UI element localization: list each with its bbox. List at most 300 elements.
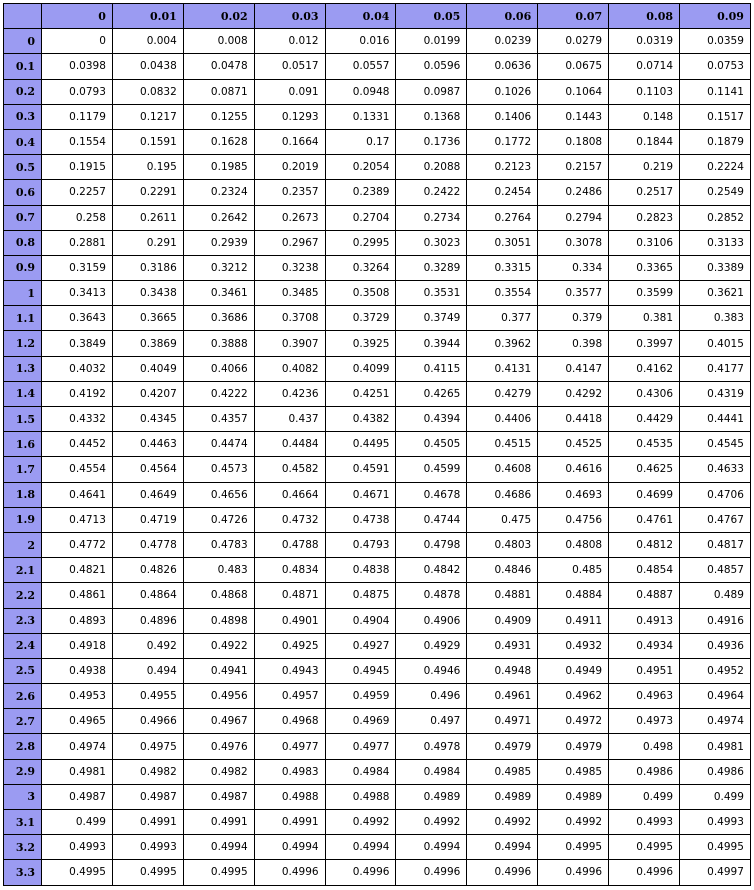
table-cell: 0.4319 [680,381,751,406]
table-cell: 0.4693 [538,482,609,507]
table-cell: 0.3051 [467,230,538,255]
table-cell: 0.3508 [325,281,396,306]
table-cell: 0.4131 [467,356,538,381]
table-cell: 0.2704 [325,205,396,230]
table-cell: 0.2454 [467,180,538,205]
table-cell: 0.4871 [254,583,325,608]
table-cell: 0.4357 [183,407,254,432]
table-cell: 0.3665 [112,306,183,331]
table-cell: 0.3554 [467,281,538,306]
table-cell: 0.4564 [112,457,183,482]
table-row [4,709,751,734]
table-cell: 0.3531 [396,281,467,306]
table-cell: 0.4767 [680,507,751,532]
table-cell: 0.1026 [467,79,538,104]
table-cell: 0.4842 [396,558,467,583]
table-cell: 0.4099 [325,356,396,381]
row-header: 2.7 [4,709,42,734]
table-cell: 0.4991 [254,810,325,835]
table-cell: 0.4985 [467,759,538,784]
table-cell: 0.489 [680,583,751,608]
table-cell: 0.4948 [467,658,538,683]
table-row [4,306,751,331]
table-cell: 0.2673 [254,205,325,230]
table-cell: 0.3186 [112,255,183,280]
table-row [4,281,751,306]
table-cell: 0.0478 [183,54,254,79]
table-cell: 0.2486 [538,180,609,205]
table-cell: 0.4994 [254,835,325,860]
table-cell: 0.4916 [680,608,751,633]
table-cell: 0.4911 [538,608,609,633]
row-header: 1 [4,281,42,306]
table-cell: 0.148 [609,104,680,129]
table-cell: 0.4625 [609,457,680,482]
table-cell: 0.4744 [396,507,467,532]
table-cell: 0.4896 [112,608,183,633]
table-cell: 0.4846 [467,558,538,583]
table-cell: 0.3925 [325,331,396,356]
table-cell: 0.3643 [42,306,113,331]
table-cell: 0.1517 [680,104,751,129]
table-cell: 0.4953 [42,684,113,709]
table-cell: 0.3438 [112,281,183,306]
table-cell: 0.0199 [396,29,467,54]
table-cell: 0.0517 [254,54,325,79]
table-cell: 0.4969 [325,709,396,734]
table-row [4,457,751,482]
table-cell: 0.4995 [680,835,751,860]
row-header: 3.2 [4,835,42,860]
table-cell: 0.2939 [183,230,254,255]
table-cell: 0.4996 [609,860,680,885]
table-cell: 0.1915 [42,155,113,180]
table-cell: 0.3023 [396,230,467,255]
table-cell: 0.4913 [609,608,680,633]
table-cell: 0.4989 [396,784,467,809]
table-cell: 0.4887 [609,583,680,608]
row-header: 1.7 [4,457,42,482]
table-cell: 0.383 [680,306,751,331]
table-cell: 0.4994 [467,835,538,860]
table-cell: 0.0714 [609,54,680,79]
table-cell: 0.4726 [183,507,254,532]
table-cell: 0.4992 [538,810,609,835]
table-cell: 0.4535 [609,432,680,457]
table-cell: 0.3133 [680,230,751,255]
table-cell: 0.4207 [112,381,183,406]
table-cell: 0.4901 [254,608,325,633]
table-cell: 0.4864 [112,583,183,608]
table-cell: 0.4699 [609,482,680,507]
table-cell: 0.4713 [42,507,113,532]
table-row [4,407,751,432]
table-cell: 0.4943 [254,658,325,683]
table-cell: 0.3599 [609,281,680,306]
table-cell: 0.4032 [42,356,113,381]
row-header: 0.6 [4,180,42,205]
table-cell: 0.0636 [467,54,538,79]
table-cell: 0.4418 [538,407,609,432]
table-cell: 0.4898 [183,608,254,633]
table-cell: 0.4977 [325,734,396,759]
row-header: 2.5 [4,658,42,683]
table-cell: 0.0832 [112,79,183,104]
table-cell: 0.4941 [183,658,254,683]
table-cell: 0.4993 [609,810,680,835]
row-header: 0.7 [4,205,42,230]
table-cell: 0.4996 [467,860,538,885]
table-cell: 0.4979 [467,734,538,759]
table-cell: 0.4918 [42,633,113,658]
table-cell: 0.4798 [396,532,467,557]
table-cell: 0.4306 [609,381,680,406]
table-cell: 0.4988 [254,784,325,809]
table-cell: 0.4976 [183,734,254,759]
table-cell: 0.4345 [112,407,183,432]
table-cell: 0.0596 [396,54,467,79]
table-cell: 0.4582 [254,457,325,482]
row-header: 2.4 [4,633,42,658]
table-cell: 0.2054 [325,155,396,180]
table-cell: 0.4993 [42,835,113,860]
row-header: 2.1 [4,558,42,583]
table-cell: 0.1736 [396,129,467,154]
z-table [3,3,751,886]
row-header: 3.1 [4,810,42,835]
table-row [4,784,751,809]
table-cell: 0.0279 [538,29,609,54]
table-row [4,381,751,406]
table-cell: 0.1591 [112,129,183,154]
table-cell: 0.3888 [183,331,254,356]
table-cell: 0.4995 [42,860,113,885]
table-cell: 0.4964 [680,684,751,709]
table-cell: 0.2611 [112,205,183,230]
table-cell: 0.4984 [396,759,467,784]
table-cell: 0.4931 [467,633,538,658]
table-cell: 0.219 [609,155,680,180]
column-header: 0.09 [680,4,751,29]
table-cell: 0.1103 [609,79,680,104]
column-header: 0.06 [467,4,538,29]
table-cell: 0.4946 [396,658,467,683]
table-cell: 0.1844 [609,129,680,154]
table-cell: 0.4573 [183,457,254,482]
table-cell: 0.291 [112,230,183,255]
table-cell: 0.4441 [680,407,751,432]
table-cell: 0.4738 [325,507,396,532]
table-cell: 0.2794 [538,205,609,230]
table-cell: 0.4641 [42,482,113,507]
table-cell: 0.004 [112,29,183,54]
row-header: 2 [4,532,42,557]
table-cell: 0.4861 [42,583,113,608]
table-cell: 0.1443 [538,104,609,129]
table-cell: 0.4991 [183,810,254,835]
table-cell: 0.4993 [680,810,751,835]
table-cell: 0.4222 [183,381,254,406]
table-cell: 0.3078 [538,230,609,255]
table-body [4,29,751,885]
table-cell: 0.498 [609,734,680,759]
table-cell: 0 [42,29,113,54]
table-cell: 0.1331 [325,104,396,129]
table-cell: 0.4463 [112,432,183,457]
table-cell: 0.4983 [254,759,325,784]
table-cell: 0.2642 [183,205,254,230]
table-cell: 0.195 [112,155,183,180]
table-cell: 0.4599 [396,457,467,482]
row-header: 3.3 [4,860,42,885]
table-cell: 0.2123 [467,155,538,180]
table-cell: 0.4949 [538,658,609,683]
table-cell: 0.3485 [254,281,325,306]
table-cell: 0.4406 [467,407,538,432]
table-row [4,532,751,557]
table-cell: 0.4992 [396,810,467,835]
row-header: 2.9 [4,759,42,784]
table-cell: 0.4986 [680,759,751,784]
table-cell: 0.4989 [467,784,538,809]
table-cell: 0.0871 [183,79,254,104]
table-cell: 0.4817 [680,532,751,557]
table-cell: 0.381 [609,306,680,331]
table-cell: 0.4778 [112,532,183,557]
row-header: 0.4 [4,129,42,154]
table-cell: 0.499 [609,784,680,809]
table-cell: 0.4772 [42,532,113,557]
table-cell: 0.4838 [325,558,396,583]
table-cell: 0.1985 [183,155,254,180]
table-cell: 0.1808 [538,129,609,154]
table-row [4,155,751,180]
table-cell: 0.497 [396,709,467,734]
table-cell: 0.4854 [609,558,680,583]
table-cell: 0.4962 [538,684,609,709]
table-cell: 0.4925 [254,633,325,658]
table-cell: 0.4995 [609,835,680,860]
table-cell: 0.4996 [538,860,609,885]
table-cell: 0.4968 [254,709,325,734]
row-header: 2.2 [4,583,42,608]
table-cell: 0.3729 [325,306,396,331]
table-cell: 0.4671 [325,482,396,507]
table-cell: 0.016 [325,29,396,54]
row-header: 1.4 [4,381,42,406]
table-row [4,658,751,683]
table-cell: 0.4649 [112,482,183,507]
table-cell: 0.2157 [538,155,609,180]
table-cell: 0.4995 [183,860,254,885]
table-cell: 0.4994 [325,835,396,860]
table-cell: 0.4978 [396,734,467,759]
table-cell: 0.4719 [112,507,183,532]
table-cell: 0.4952 [680,658,751,683]
row-header: 1.1 [4,306,42,331]
table-cell: 0.4788 [254,532,325,557]
table-cell: 0.4987 [183,784,254,809]
table-cell: 0.1554 [42,129,113,154]
table-cell: 0.4906 [396,608,467,633]
table-cell: 0.4162 [609,356,680,381]
table-cell: 0.4987 [42,784,113,809]
table-row [4,860,751,885]
header-row [4,4,751,29]
table-cell: 0.496 [396,684,467,709]
table-cell: 0.4981 [680,734,751,759]
table-cell: 0.2517 [609,180,680,205]
table-cell: 0.3413 [42,281,113,306]
table-cell: 0.4991 [112,810,183,835]
table-cell: 0.4927 [325,633,396,658]
row-header: 1.2 [4,331,42,356]
table-cell: 0.4984 [325,759,396,784]
row-header: 0.1 [4,54,42,79]
table-cell: 0.2549 [680,180,751,205]
table-cell: 0.3238 [254,255,325,280]
table-cell: 0.3708 [254,306,325,331]
table-cell: 0.3461 [183,281,254,306]
table-cell: 0.3289 [396,255,467,280]
table-cell: 0.4945 [325,658,396,683]
table-cell: 0.0398 [42,54,113,79]
table-cell: 0.483 [183,558,254,583]
table-cell: 0.4664 [254,482,325,507]
column-header: 0.04 [325,4,396,29]
row-header: 1.8 [4,482,42,507]
table-cell: 0.3315 [467,255,538,280]
table-cell: 0.4115 [396,356,467,381]
table-cell: 0.2823 [609,205,680,230]
table-cell: 0.4982 [183,759,254,784]
table-cell: 0.4972 [538,709,609,734]
table-cell: 0.499 [680,784,751,809]
table-cell: 0.437 [254,407,325,432]
table-cell: 0.4904 [325,608,396,633]
table-cell: 0.4857 [680,558,751,583]
table-cell: 0.4616 [538,457,609,482]
table-cell: 0.091 [254,79,325,104]
table-cell: 0.258 [42,205,113,230]
table-row [4,684,751,709]
table-cell: 0.0557 [325,54,396,79]
table-row [4,205,751,230]
table-row [4,633,751,658]
table-cell: 0.4932 [538,633,609,658]
table-cell: 0.1217 [112,104,183,129]
row-header: 1.9 [4,507,42,532]
table-cell: 0.1255 [183,104,254,129]
table-cell: 0.4049 [112,356,183,381]
table-cell: 0.4608 [467,457,538,482]
table-cell: 0.4996 [396,860,467,885]
table-cell: 0.4878 [396,583,467,608]
table-cell: 0.3106 [609,230,680,255]
table-cell: 0.4974 [680,709,751,734]
table-cell: 0.492 [112,633,183,658]
table-row [4,734,751,759]
table-row [4,835,751,860]
table-cell: 0.4982 [112,759,183,784]
table-cell: 0.4966 [112,709,183,734]
column-header: 0.07 [538,4,609,29]
column-header: 0.05 [396,4,467,29]
table-cell: 0.3907 [254,331,325,356]
table-row [4,759,751,784]
table-cell: 0.4961 [467,684,538,709]
table-cell: 0.4706 [680,482,751,507]
row-header: 2.6 [4,684,42,709]
table-cell: 0.1179 [42,104,113,129]
table-cell: 0.4985 [538,759,609,784]
table-cell: 0.4332 [42,407,113,432]
table-cell: 0.2852 [680,205,751,230]
table-cell: 0.4808 [538,532,609,557]
table-cell: 0.2224 [680,155,751,180]
table-cell: 0.4591 [325,457,396,482]
table-cell: 0.4525 [538,432,609,457]
table-cell: 0.4957 [254,684,325,709]
table-cell: 0.4394 [396,407,467,432]
corner-header-cell [4,4,42,29]
table-cell: 0.2995 [325,230,396,255]
table-cell: 0.4732 [254,507,325,532]
table-cell: 0.3577 [538,281,609,306]
table-cell: 0.1772 [467,129,538,154]
table-cell: 0.4761 [609,507,680,532]
table-cell: 0.4452 [42,432,113,457]
table-cell: 0.4803 [467,532,538,557]
row-header: 3 [4,784,42,809]
table-cell: 0.4934 [609,633,680,658]
table-cell: 0.4992 [325,810,396,835]
table-cell: 0.4936 [680,633,751,658]
table-cell: 0.4988 [325,784,396,809]
table-cell: 0.4147 [538,356,609,381]
table-cell: 0.4979 [538,734,609,759]
table-cell: 0.4996 [325,860,396,885]
table-cell: 0.1664 [254,129,325,154]
table-cell: 0.4015 [680,331,751,356]
table-cell: 0.4996 [254,860,325,885]
table-cell: 0.3869 [112,331,183,356]
table-cell: 0.4236 [254,381,325,406]
table-cell: 0.4884 [538,583,609,608]
table-cell: 0.4495 [325,432,396,457]
table-cell: 0.4875 [325,583,396,608]
table-cell: 0.4678 [396,482,467,507]
table-cell: 0.4545 [680,432,751,457]
table-cell: 0.334 [538,255,609,280]
row-header: 0 [4,29,42,54]
table-row [4,810,751,835]
table-cell: 0.4938 [42,658,113,683]
table-cell: 0.4279 [467,381,538,406]
table-cell: 0.499 [42,810,113,835]
column-header: 0.02 [183,4,254,29]
table-cell: 0.2389 [325,180,396,205]
column-header: 0.03 [254,4,325,29]
table-cell: 0.4633 [680,457,751,482]
table-cell: 0.4997 [680,860,751,885]
table-cell: 0.4909 [467,608,538,633]
table-cell: 0.4656 [183,482,254,507]
table-cell: 0.3686 [183,306,254,331]
table-cell: 0.0753 [680,54,751,79]
table-cell: 0.2764 [467,205,538,230]
table-cell: 0.0948 [325,79,396,104]
